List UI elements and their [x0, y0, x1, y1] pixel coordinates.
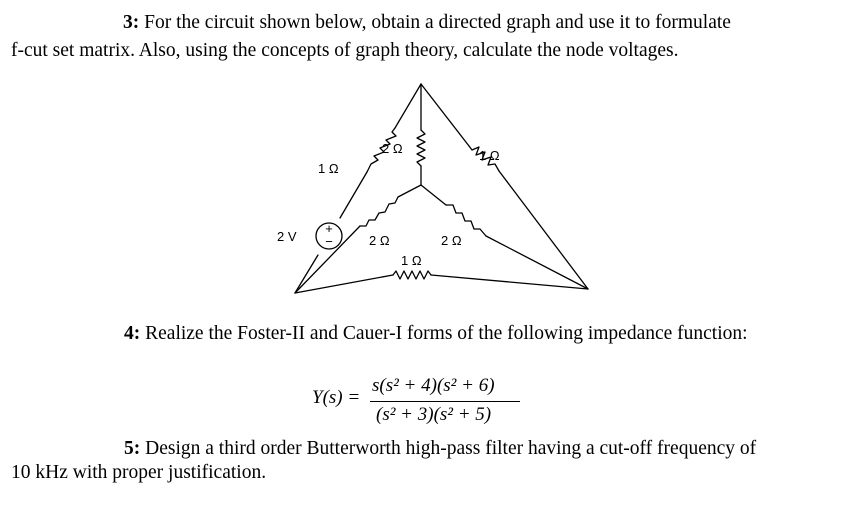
resistor-mid-right: [446, 205, 486, 236]
label-r-bottom: 1 Ω: [401, 253, 422, 268]
resistor-bottom: [393, 271, 431, 279]
q4-number: 4:: [124, 323, 141, 344]
label-r-top-right: 1 Ω: [479, 148, 500, 163]
label-r-mid-left: 2 Ω: [369, 233, 390, 248]
resistor-center: [417, 130, 425, 166]
q5-line-2: 10 kHz with proper justification.: [11, 462, 267, 483]
wire-right-upper: [421, 84, 469, 146]
source-minus: −: [325, 234, 333, 249]
label-r-top-left: 2 Ω: [382, 141, 403, 156]
q3-line-2: f-cut set matrix. Also, using the concepts of graph theory, calculate the node voltages.: [11, 40, 679, 61]
q4-text: Realize the Foster-II and Cauer-I forms of the following impedance function:: [145, 323, 748, 344]
wire-center-right: [421, 185, 446, 205]
formula-numerator: s(s² + 4)(s² + 6): [372, 375, 495, 396]
source-plus: +: [325, 221, 333, 236]
wire-left-mid: [340, 172, 367, 218]
q5-text-1: Design a third order Butterworth high-pass filter having a cut-off frequency of: [145, 438, 757, 459]
label-r-mid-right: 2 Ω: [441, 233, 462, 248]
label-r-left: 1 Ω: [318, 161, 339, 176]
wire-left-lower: [295, 255, 318, 293]
q3-number: 3:: [123, 12, 140, 33]
wire-center-left: [398, 185, 421, 197]
q5-line-1: [124, 439, 756, 459]
formula-lhs: Y(s) =: [312, 387, 361, 408]
fraction-bar: [370, 401, 520, 402]
wire-left-upper: [395, 84, 421, 128]
wire-right-lower: [499, 171, 588, 289]
label-source: 2 V: [277, 229, 297, 244]
q5-number: 5:: [124, 438, 141, 459]
resistor-mid-left: [360, 197, 398, 226]
formula-denominator: (s² + 3)(s² + 5): [376, 404, 492, 425]
q4-line: [124, 324, 748, 344]
q3-text-1: For the circuit shown below, obtain a directed graph and use it to formulate: [144, 12, 731, 33]
